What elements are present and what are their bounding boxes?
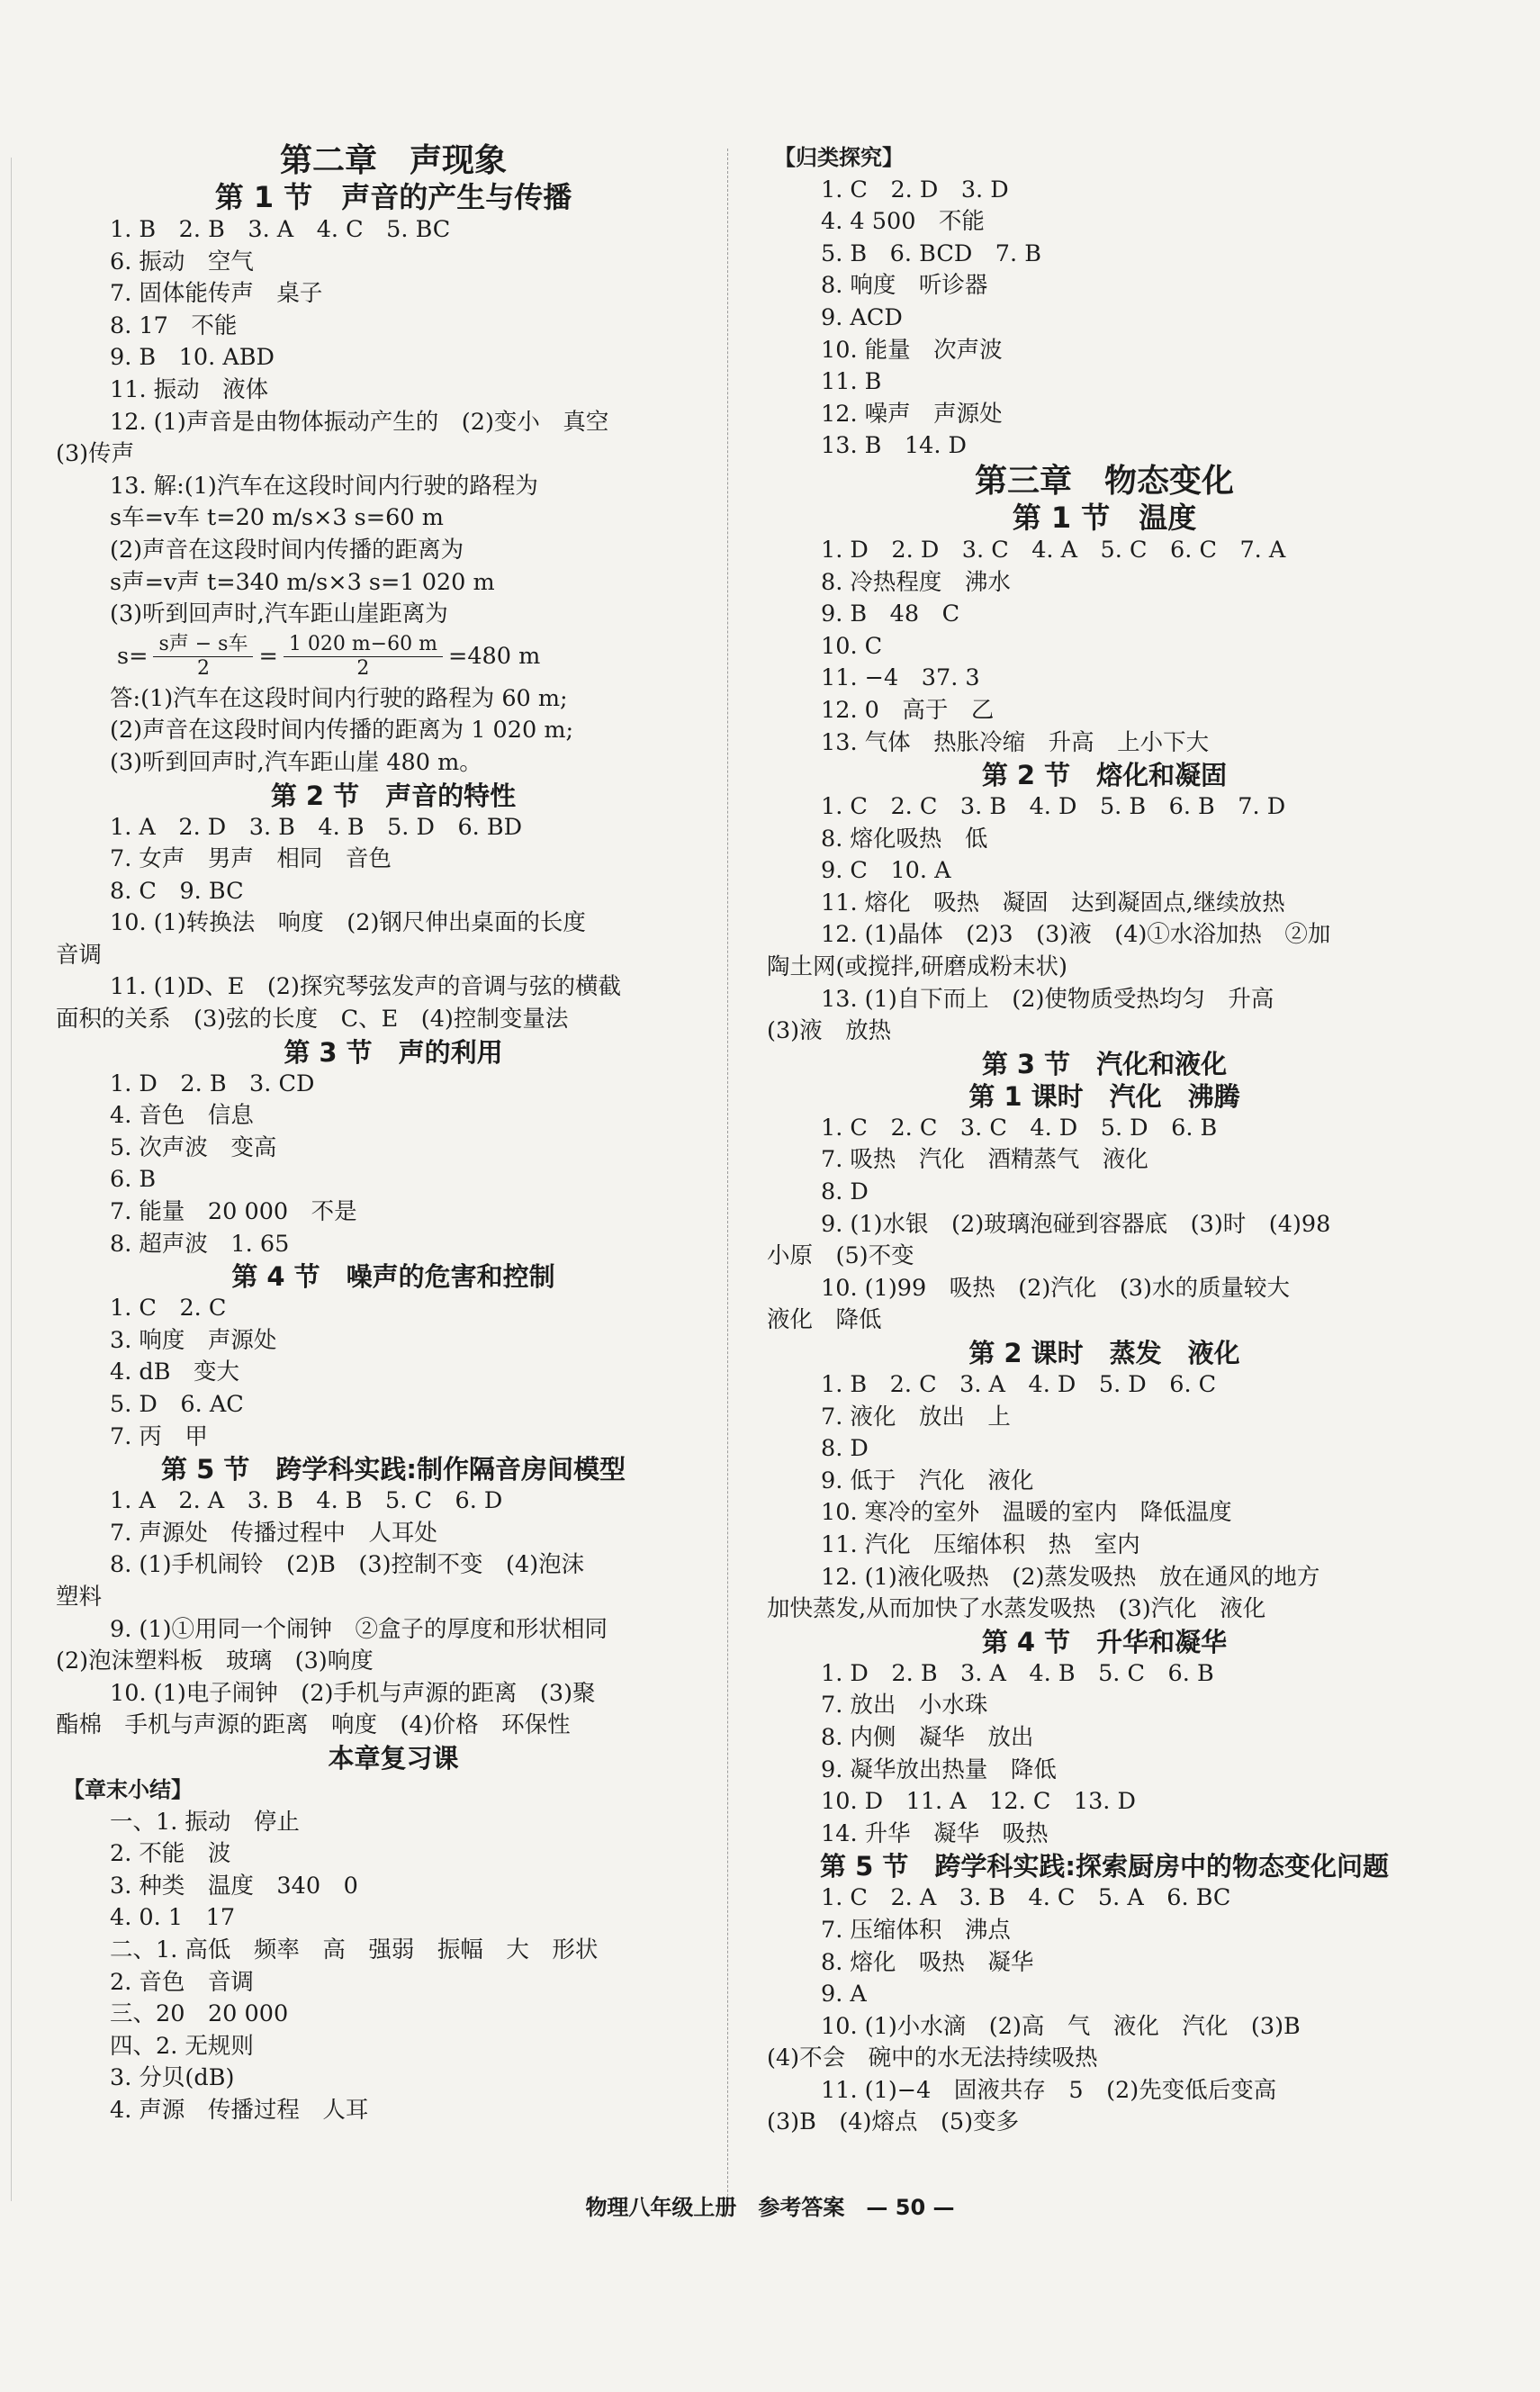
answer-line: 3. 响度 声源处 bbox=[110, 1326, 277, 1354]
answer-line: 4. 声源 传播过程 人耳 bbox=[110, 2096, 369, 2124]
answer-line: 9. C 10. A bbox=[821, 857, 951, 885]
fraction bbox=[153, 633, 253, 681]
answer-line: 1. C 2. A 3. B 4. C 5. A 6. BC bbox=[821, 1884, 1231, 1912]
answer-line: 5. B 6. BCD 7. B bbox=[821, 239, 1041, 267]
answer-line: 1. B 2. B 3. A 4. C 5. BC bbox=[110, 216, 451, 243]
column-divider bbox=[727, 149, 728, 2201]
chapter-title: 第三章 物态变化 bbox=[974, 462, 1234, 500]
answer-line-continued: (4)不会 碗中的水无法持续吸热 bbox=[767, 2044, 1098, 2072]
answer-line: 7. 固体能传声 桌子 bbox=[110, 280, 323, 308]
answer-line: 8. 17 不能 bbox=[110, 311, 238, 339]
answer-line: 12. (1)声音是由物体振动产生的 (2)变小 真空 bbox=[110, 408, 609, 436]
section-title: 本章复习课 bbox=[328, 1742, 459, 1774]
section-title: 第 3 节 汽化和液化 bbox=[981, 1048, 1228, 1079]
answer-line: 1. C 2. D 3. D bbox=[821, 176, 1009, 203]
answer-line: 1. D 2. D 3. C 4. A 5. C 6. C 7. A bbox=[821, 536, 1286, 564]
answer-line-continued: (3)传声 bbox=[56, 440, 135, 468]
answer-line: 8. 超声波 1. 65 bbox=[110, 1230, 290, 1258]
answer-line: 13. (1)自下而上 (2)使物质受热均匀 升高 bbox=[821, 985, 1274, 1013]
answer-line: 12. (1)晶体 (2)3 (3)液 (4)①水浴加热 ②加 bbox=[821, 921, 1331, 949]
answer-line: 4. 0. 1 17 bbox=[110, 1904, 236, 1932]
right-column bbox=[767, 142, 1442, 2139]
numerator: 1 020 m−60 m bbox=[284, 633, 443, 657]
answer-line: 三、20 20 000 bbox=[110, 2000, 289, 2028]
answer-line: 2. 不能 波 bbox=[110, 1840, 231, 1868]
answer-line: 12. (1)液化吸热 (2)蒸发吸热 放在通风的地方 bbox=[821, 1563, 1320, 1591]
answer-line: 4. 音色 信息 bbox=[110, 1102, 254, 1130]
answer-line-continued: 液化 降低 bbox=[767, 1306, 882, 1334]
equals-sign: = bbox=[258, 642, 278, 670]
answer-line: s车=v车 t=20 m/s×3 s=60 m bbox=[110, 504, 444, 532]
chapter-title: 第二章 声现象 bbox=[279, 142, 507, 179]
answer-line: 7. 吸热 汽化 酒精蒸气 液化 bbox=[821, 1146, 1148, 1174]
answer-line: 1. A 2. A 3. B 4. B 5. C 6. D bbox=[110, 1487, 503, 1515]
section-title: 第 4 节 噪声的危害和控制 bbox=[231, 1261, 555, 1293]
answer-line-continued: (2)泡沫塑料板 玻璃 (3)响度 bbox=[56, 1647, 374, 1675]
answer-line: 一、1. 振动 停止 bbox=[110, 1808, 300, 1836]
answer-line: 11. 振动 液体 bbox=[110, 375, 269, 403]
answer-line: 9. A bbox=[821, 1981, 867, 2008]
subsection-tag: 【归类探究】 bbox=[774, 145, 904, 170]
answer-line: 1. D 2. B 3. A 4. B 5. C 6. B bbox=[821, 1659, 1214, 1687]
answer-line: 10. D 11. A 12. C 13. D bbox=[821, 1788, 1136, 1816]
answer-line: (3)听到回声时,汽车距山崖距离为 bbox=[110, 600, 448, 628]
section-title: 第 1 节 声音的产生与传播 bbox=[214, 180, 572, 214]
answer-line: 3. 分贝(dB) bbox=[110, 2064, 235, 2092]
answer-line: 5. 次声波 变高 bbox=[110, 1133, 277, 1161]
answer-line: 9. B 48 C bbox=[821, 600, 960, 628]
answer-line-continued: 塑料 bbox=[56, 1583, 103, 1611]
answer-line: 7. 声源处 传播过程中 人耳处 bbox=[110, 1519, 437, 1547]
answer-line: 5. D 6. AC bbox=[110, 1391, 244, 1418]
answer-line: 1. B 2. C 3. A 4. D 5. D 6. C bbox=[821, 1371, 1217, 1398]
section-title: 第 2 节 熔化和凝固 bbox=[981, 760, 1228, 791]
answer-line: 9. 凝华放出热量 降低 bbox=[821, 1756, 1057, 1783]
answer-line: 14. 升华 凝华 吸热 bbox=[821, 1819, 1049, 1847]
section-title: 第 1 节 温度 bbox=[1012, 500, 1197, 535]
answer-line: 10. (1)小水滴 (2)高 气 液化 汽化 (3)B bbox=[821, 2012, 1301, 2040]
answer-line-continued: 面积的关系 (3)弦的长度 C、E (4)控制变量法 bbox=[56, 1006, 569, 1034]
answer-line: 10. (1)99 吸热 (2)汽化 (3)水的质量较大 bbox=[821, 1274, 1290, 1302]
answer-line-continued: 酯棉 手机与声源的距离 响度 (4)价格 环保性 bbox=[56, 1711, 571, 1739]
answer-line: 3. 种类 温度 340 0 bbox=[110, 1872, 358, 1900]
answer-line: 1. D 2. B 3. CD bbox=[110, 1070, 315, 1097]
answer-line: 10. (1)转换法 响度 (2)钢尺伸出桌面的长度 bbox=[110, 909, 586, 937]
answer-line: 11. (1)D、E (2)探究琴弦发声的音调与弦的横截 bbox=[110, 973, 621, 1001]
answer-line: (2)声音在这段时间内传播的距离为 1 020 m; bbox=[110, 717, 574, 745]
answer-line: 6. 振动 空气 bbox=[110, 248, 254, 275]
answer-line: 二、1. 高低 频率 高 强弱 振幅 大 形状 bbox=[110, 1936, 599, 1963]
answer-line: 12. 噪声 声源处 bbox=[821, 400, 1003, 428]
answer-line: 1. C 2. C bbox=[110, 1295, 227, 1322]
answer-line: 4. 4 500 不能 bbox=[821, 208, 985, 236]
answer-line-continued: (3)B (4)熔点 (5)变多 bbox=[767, 2108, 1020, 2136]
formula-prefix: s= bbox=[117, 642, 149, 670]
left-column bbox=[56, 142, 731, 2126]
answer-line: 13. 解:(1)汽车在这段时间内行驶的路程为 bbox=[110, 472, 538, 500]
answer-line: 1. A 2. D 3. B 4. B 5. D 6. BD bbox=[110, 813, 523, 841]
answer-line: 9. (1)①用同一个闹钟 ②盒子的厚度和形状相同 bbox=[110, 1615, 608, 1643]
answer-line: 11. 汽化 压缩体积 热 室内 bbox=[821, 1530, 1140, 1558]
answer-line: 11. (1)−4 固液共存 5 (2)先变低后变高 bbox=[821, 2076, 1277, 2104]
answer-line: 8. 内侧 凝华 放出 bbox=[821, 1723, 1034, 1751]
answer-line: 答:(1)汽车在这段时间内行驶的路程为 60 m; bbox=[110, 684, 568, 712]
answer-line: 10. C bbox=[821, 632, 883, 660]
answer-line: 9. ACD bbox=[821, 303, 903, 331]
answer-line-continued: 陶土网(或搅拌,研磨成粉末状) bbox=[767, 953, 1068, 981]
answer-line: 12. 0 高于 乙 bbox=[821, 696, 995, 724]
answer-line: 10. 寒冷的室外 温暖的室内 降低温度 bbox=[821, 1499, 1232, 1527]
answer-line: 7. 放出 小水珠 bbox=[821, 1692, 988, 1720]
section-title: 第 2 节 声音的特性 bbox=[270, 780, 517, 811]
section-title: 第 3 节 声的利用 bbox=[284, 1036, 503, 1068]
answer-line: 11. −4 37. 3 bbox=[821, 664, 980, 692]
numerator: s声 − s车 bbox=[153, 633, 253, 657]
section-title: 第 4 节 升华和凝华 bbox=[981, 1626, 1228, 1657]
answer-line: 9. B 10. ABD bbox=[110, 344, 275, 372]
answer-line: 8. D bbox=[821, 1178, 869, 1206]
answer-line-continued: 加快蒸发,从而加快了水蒸发吸热 (3)汽化 液化 bbox=[767, 1595, 1266, 1623]
answer-line: 8. 响度 听诊器 bbox=[821, 272, 988, 300]
answer-line: 8. C 9. BC bbox=[110, 877, 244, 905]
answer-line: 13. 气体 热胀冷缩 升高 上小下大 bbox=[821, 728, 1210, 756]
answer-line: 11. 熔化 吸热 凝固 达到凝固点,继续放热 bbox=[821, 889, 1285, 916]
answer-line: 1. C 2. C 3. B 4. D 5. B 6. B 7. D bbox=[821, 793, 1286, 821]
page-edge-line bbox=[11, 158, 12, 2201]
answer-line: 13. B 14. D bbox=[821, 432, 968, 460]
answer-line: 8. 熔化 吸热 凝华 bbox=[821, 1948, 1034, 1976]
answer-line-continued: 小原 (5)不变 bbox=[767, 1242, 914, 1270]
answer-line: 10. (1)电子闹钟 (2)手机与声源的距离 (3)聚 bbox=[110, 1679, 596, 1707]
answer-line: 8. D bbox=[821, 1435, 869, 1463]
answer-line: (3)听到回声时,汽车距山崖 480 m。 bbox=[110, 748, 482, 776]
formula-result: =480 m bbox=[447, 642, 541, 670]
answer-line-continued: 音调 bbox=[56, 941, 103, 969]
answer-line: s声=v声 t=340 m/s×3 s=1 020 m bbox=[110, 568, 495, 596]
answer-line: 7. 压缩体积 沸点 bbox=[821, 1916, 1011, 1944]
answer-line: 四、2. 无规则 bbox=[110, 2032, 254, 2060]
answer-line: 9. 低于 汽化 液化 bbox=[821, 1467, 1034, 1494]
answer-line: 9. (1)水银 (2)玻璃泡碰到容器底 (3)时 (4)98 bbox=[821, 1210, 1331, 1238]
answer-line: 4. dB 变大 bbox=[110, 1358, 239, 1386]
answer-line: 7. 女声 男声 相同 音色 bbox=[110, 845, 392, 873]
section-title: 第 5 节 跨学科实践:制作隔音房间模型 bbox=[161, 1454, 626, 1485]
page-footer: 物理八年级上册 参考答案 — 50 — bbox=[585, 2195, 955, 2220]
answer-line: 1. C 2. C 3. C 4. D 5. D 6. B bbox=[821, 1114, 1218, 1142]
answer-line: 7. 丙 甲 bbox=[110, 1422, 208, 1450]
denominator: 2 bbox=[196, 657, 210, 681]
section-title: 第 2 课时 蒸发 液化 bbox=[968, 1338, 1240, 1368]
answer-line: 10. 能量 次声波 bbox=[821, 336, 1003, 364]
formula-line bbox=[56, 631, 731, 683]
answer-line: 8. 冷热程度 沸水 bbox=[821, 568, 1011, 596]
subsection-tag: 【章末小结】 bbox=[63, 1776, 193, 1802]
answer-line: 7. 能量 20 000 不是 bbox=[110, 1198, 357, 1226]
answer-line: 11. B bbox=[821, 368, 882, 396]
answer-line: 7. 液化 放出 上 bbox=[821, 1403, 1011, 1431]
denominator: 2 bbox=[356, 657, 370, 681]
answer-line-continued: (3)液 放热 bbox=[767, 1017, 892, 1045]
answer-line: 6. B bbox=[110, 1166, 157, 1194]
answer-line: 2. 音色 音调 bbox=[110, 1968, 254, 1996]
section-title: 第 1 课时 汽化 沸腾 bbox=[968, 1080, 1240, 1112]
answer-line: 8. (1)手机闹铃 (2)B (3)控制不变 (4)泡沫 bbox=[110, 1551, 585, 1579]
section-title: 第 5 节 跨学科实践:探索厨房中的物态变化问题 bbox=[820, 1851, 1389, 1882]
answer-line: 8. 熔化吸热 低 bbox=[821, 825, 988, 853]
answer-line: (2)声音在这段时间内传播的距离为 bbox=[110, 536, 464, 564]
fraction bbox=[284, 633, 443, 681]
